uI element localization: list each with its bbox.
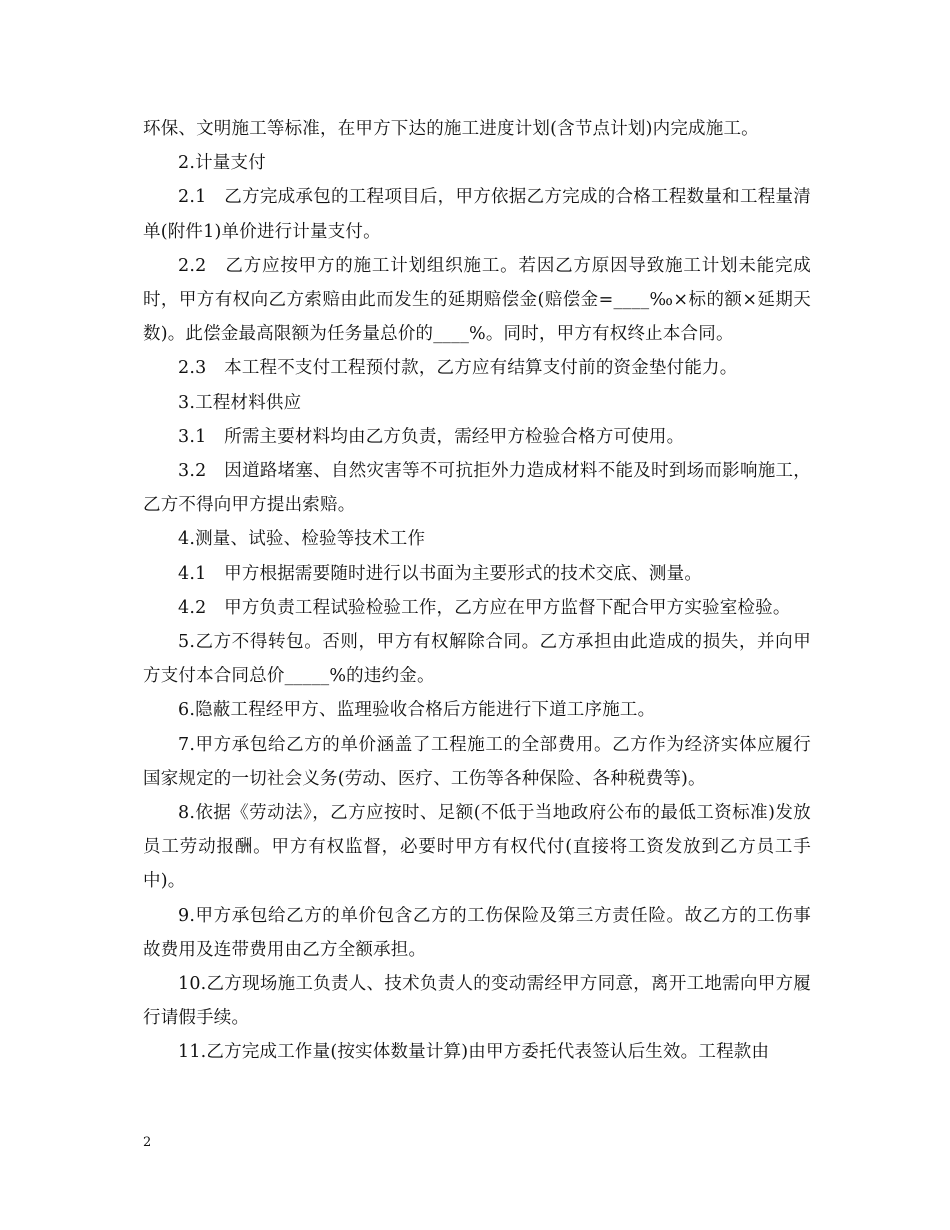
clause-3-2: 3.2 因道路堵塞、自然灾害等不可抗拒外力造成材料不能及时到场而影响施工，乙方不得向甲方提出索赔。 [143,461,811,516]
clause-5: 5.乙方不得转包。否则，甲方有权解除合同。乙方承担由此造成的损失，并向甲方支付本合同总价_____%的违约金。 [143,632,811,687]
document-body [143,112,811,1070]
section-heading-metering-payment: 2.计量支付 [178,153,266,174]
clause-2-1: 2.1 乙方完成承包的工程项目后，甲方依据乙方完成的合格工程数量和工程量清单(附件1)单价进行计量支付。 [143,187,811,242]
page-number: 2 [143,1135,152,1150]
clause-6: 6.隐蔽工程经甲方、监理验收合格后方能进行下道工序施工。 [178,700,656,721]
clause-2-2: 2.2 乙方应按甲方的施工计划组织施工。若因乙方原因导致施工计划未能完成时，甲方有权向乙方索赔由此而发生的延期赔偿金(赔偿金=____‰×标的额×延期天数)。此偿金最高限额为任务量总价的____%。同时，甲方有权终止本合同。 [143,255,811,345]
clause-4-1: 4.1 甲方根据需要随时进行以书面为主要形式的技术交底、测量。 [178,563,703,584]
clause-9: 9.甲方承包给乙方的单价包含乙方的工伤保险及第三方责任险。故乙方的工伤事故费用及连带费用由乙方全额承担。 [143,905,811,960]
clause-3-1: 3.1 所需主要材料均由乙方负责，需经甲方检验合格方可使用。 [178,426,685,447]
clause-8: 8.依据《劳动法》，乙方应按时、足额(不低于当地政府公布的最低工资标准)发放员工劳动报酬。甲方有权监督，必要时甲方有权代付(直接将工资发放到乙方员工手中)。 [143,803,811,892]
paragraph-continuation: 环保、文明施工等标准，在甲方下达的施工进度计划(含节点计划)内完成施工。 [143,119,759,139]
clause-4-2: 4.2 甲方负责工程试验检验工作，乙方应在甲方监督下配合甲方实验室检验。 [178,597,791,618]
clause-11: 11.乙方完成工作量(按实体数量计算)由甲方委托代表签认后生效。工程款由 [178,1042,770,1063]
section-heading-materials: 3.工程材料供应 [178,392,302,413]
section-heading-technical-work: 4.测量、试验、检验等技术工作 [178,529,426,550]
clause-2-3: 2.3 本工程不支付工程预付款，乙方应有结算支付前的资金垫付能力。 [178,358,738,379]
clause-10: 10.乙方现场施工负责人、技术负责人的变动需经甲方同意，离开工地需向甲方履行请假手续。 [143,974,811,1029]
clause-7: 7.甲方承包给乙方的单价涵盖了工程施工的全部费用。乙方作为经济实体应履行国家规定的一切社会义务(劳动、医疗、工伤等各种保险、各种税费等)。 [143,734,811,789]
